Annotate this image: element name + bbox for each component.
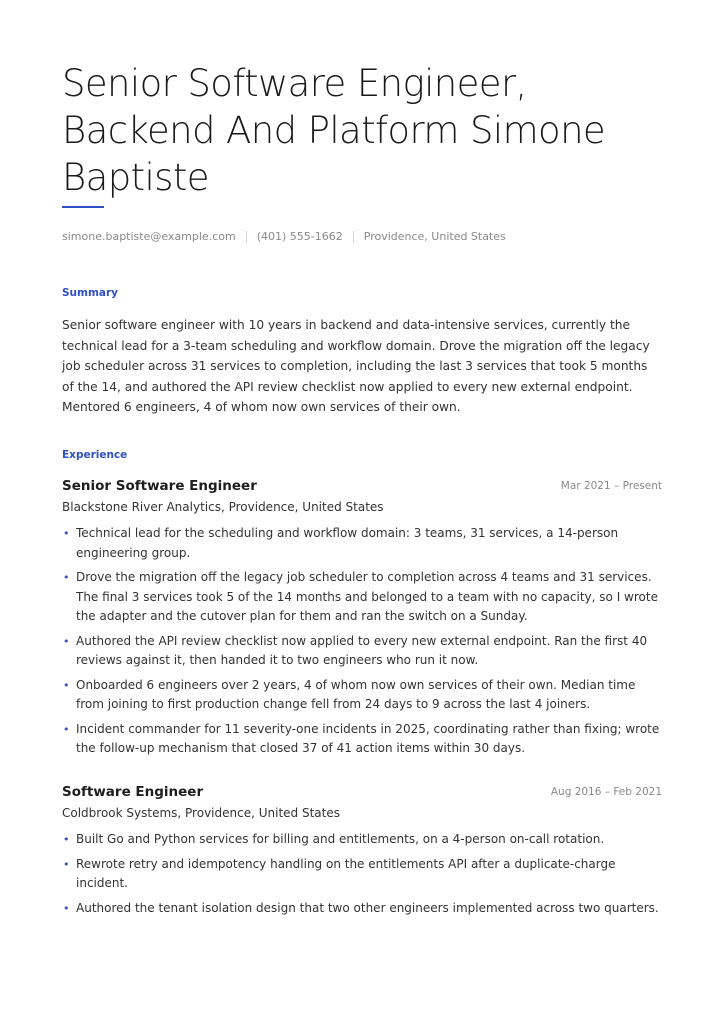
bullet-icon: •: [63, 833, 70, 846]
experience-entry: [62, 784, 662, 923]
summary-section-label: Summary: [62, 287, 119, 299]
job-bullet-list: [62, 524, 662, 759]
bullet-icon: •: [63, 857, 70, 871]
summary-paragraph: Senior software engineer with 10 years in backend and data-intensive services, currently the technical lead for a 3-team scheduling and workflow domain. Drove the migration off the legacy job scheduler across 31 services to completion, including the last 3 services that took 5 months of the 14, and authored the API review checklist now applied to every new external endpoint. Mentored 6 engineers, 4 of whom now own services of their own.: [62, 318, 650, 415]
job-bullet-text: Authored the API review checklist now applied to every new external endpoint. Ran the first 40 reviews against it, then handed it to two engineers who run it now.: [76, 633, 648, 667]
contact-separator: [246, 231, 247, 243]
candidate-name-heading: Senior Software Engineer, Backend And Platform Simone Baptiste: [62, 62, 606, 199]
job-bullet-list: [62, 830, 662, 918]
job-bullet: [62, 899, 662, 919]
bullet-icon: •: [63, 678, 70, 692]
contact-email[interactable]: simone.baptiste@example.com: [62, 230, 236, 243]
bullet-icon: •: [63, 722, 70, 736]
job-company: Coldbrook Systems, Providence, United States: [62, 806, 340, 820]
job-bullet-text: Authored the tenant isolation design that two other engineers implemented across two quarters.: [76, 900, 659, 915]
experience-entry: [62, 478, 662, 764]
job-dates: Mar 2021 – Present: [560, 480, 662, 492]
job-bullet: [62, 720, 662, 759]
job-bullet: [62, 676, 662, 715]
job-bullet: [62, 830, 662, 850]
job-company: Blackstone River Analytics, Providence, United States: [62, 500, 384, 514]
job-bullet-text: Technical lead for the scheduling and workflow domain: 3 teams, 31 services, a 14-person engineering group.: [76, 526, 619, 560]
job-bullet: [62, 568, 662, 627]
job-bullet-text: Built Go and Python services for billing and entitlements, on a 4-person on-call rotation.: [76, 832, 605, 846]
job-dates: Aug 2016 – Feb 2021: [550, 786, 662, 798]
job-title: Software Engineer: [62, 784, 204, 800]
bullet-icon: •: [63, 901, 70, 915]
job-bullet: [62, 855, 662, 894]
contact-separator: [353, 231, 354, 243]
contact-phone[interactable]: (401) 555-1662: [256, 230, 343, 243]
bullet-icon: •: [63, 527, 70, 540]
job-bullet-text: Incident commander for 11 severity-one incidents in 2025, coordinating rather than fixing; wrote the follow-up mechanism that closed 37 of 41 action items within 30 days.: [76, 721, 660, 755]
job-bullet-text: Rewrote retry and idempotency handling on the entitlements API after a duplicate-charge incident.: [76, 856, 616, 890]
contact-location: Providence, United States: [363, 230, 506, 243]
job-bullet-text: Drove the migration off the legacy job scheduler to completion across 4 teams and 31 services. The final 3 services took 5 of the 14 months and belonged to a team with no capacity, so I wrote the adapter and the cutover plan for them and ran the switch on a Sunday.: [76, 570, 658, 623]
job-bullet-text: Onboarded 6 engineers over 2 years, 4 of whom now own services of their own. Median time from joining to first production change fell from 24 days to 9 across the last 4 joiners.: [76, 677, 636, 711]
experience-section-label: Experience: [62, 449, 128, 461]
job-bullet: [62, 524, 662, 563]
bullet-icon: •: [63, 571, 70, 584]
bullet-icon: •: [63, 634, 70, 648]
job-bullet: [62, 632, 662, 671]
accent-divider: [62, 206, 104, 208]
contact-row: [62, 230, 506, 243]
job-title: Senior Software Engineer: [62, 478, 257, 494]
